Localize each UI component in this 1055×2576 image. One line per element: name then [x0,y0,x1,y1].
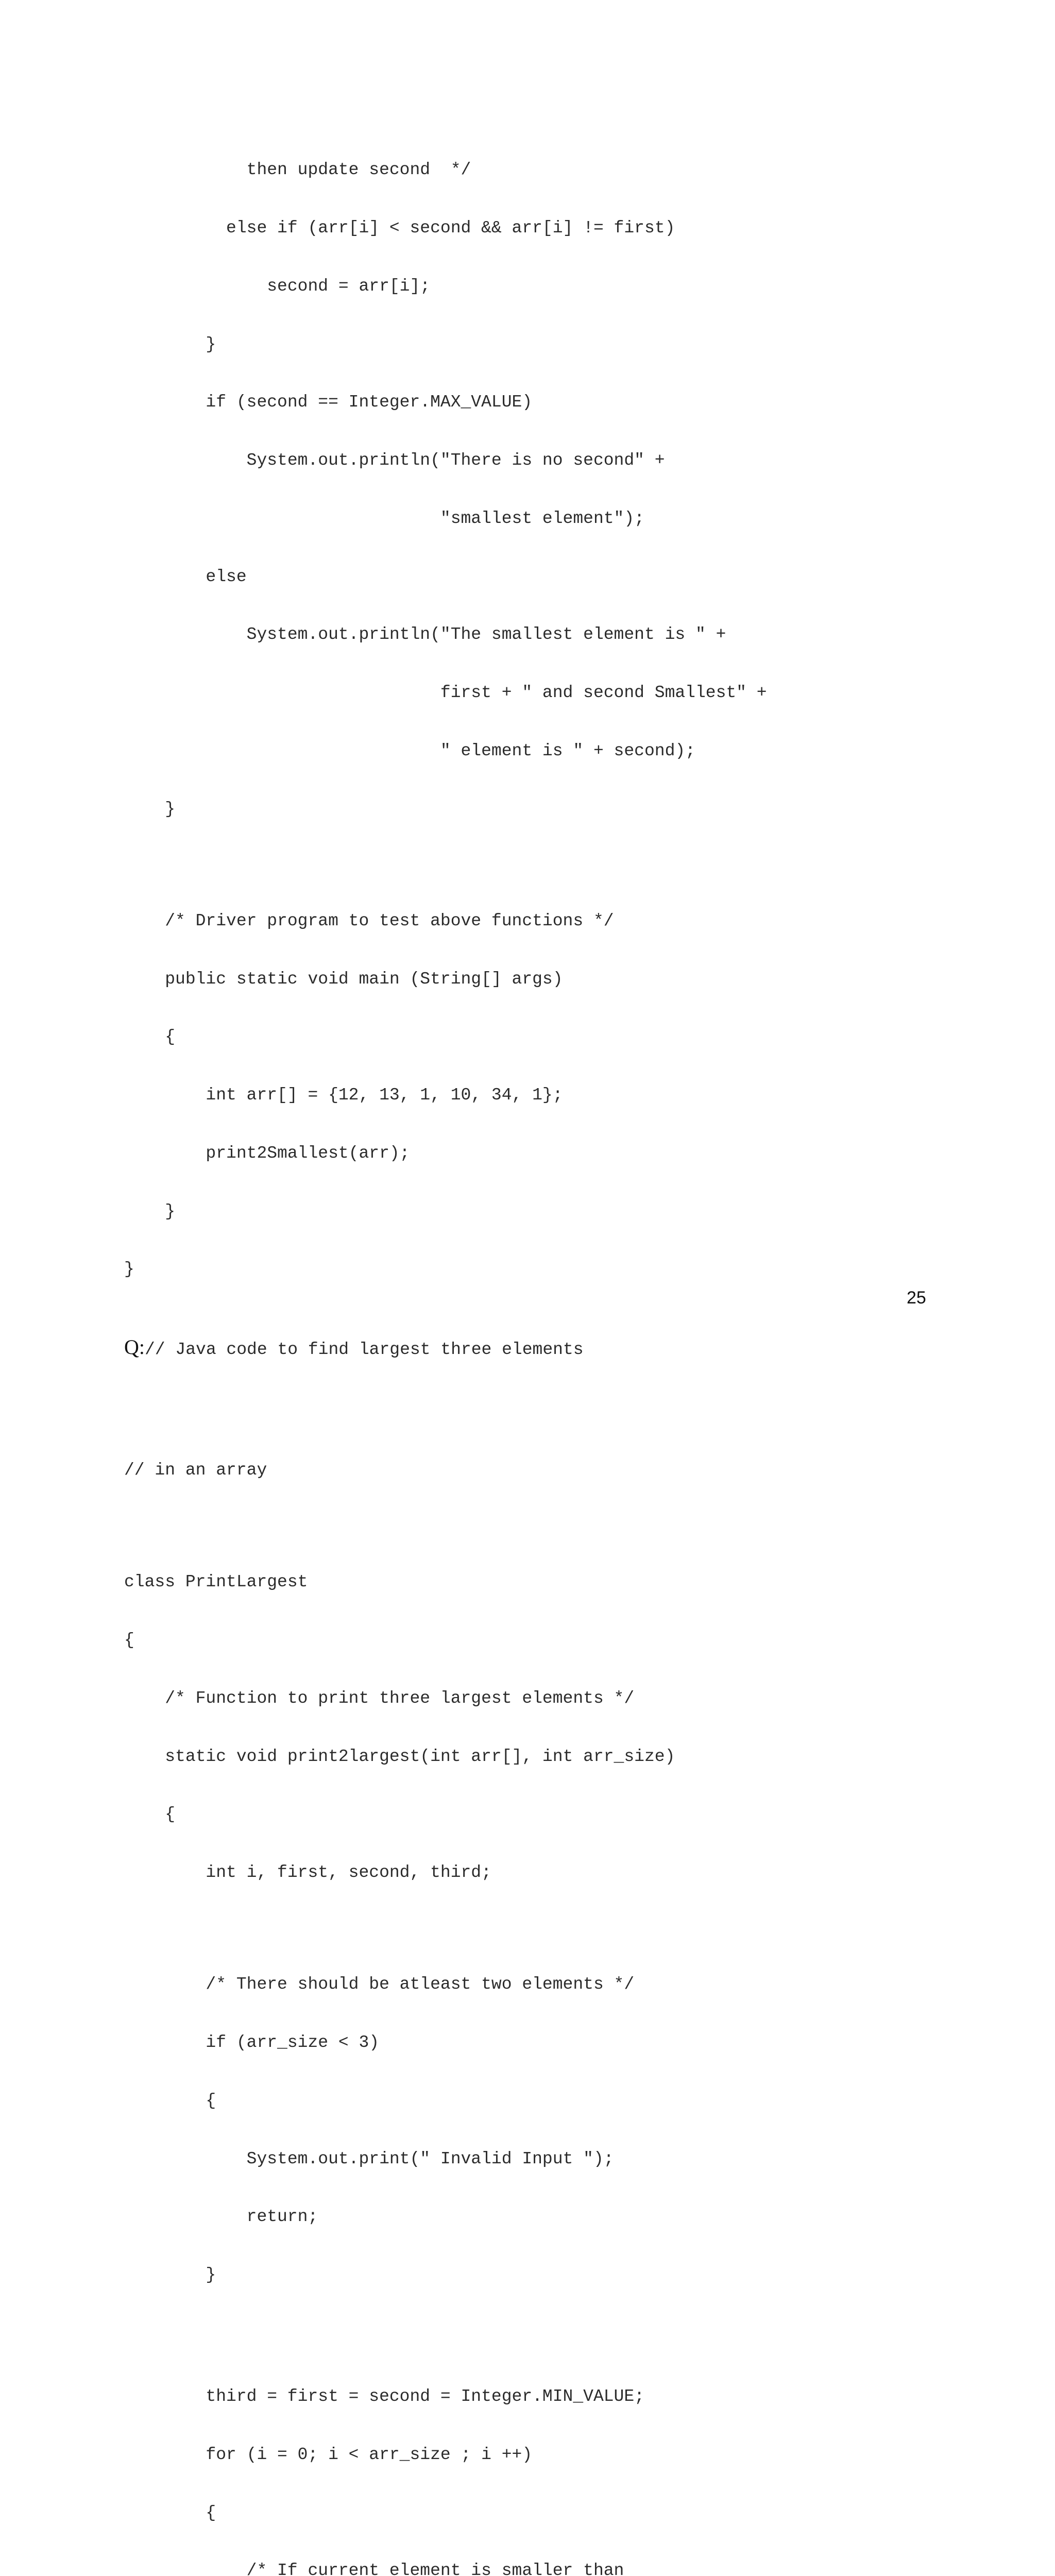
code-line: int i, first, second, third; [124,1863,491,1883]
code-listing [124,122,767,2576]
code-line: if (arr_size < 3) [124,2033,380,2052]
code-line: static void print2largest(int arr[], int arr_size) [124,1747,675,1766]
question-comment: // Java code to find largest three elements [145,1340,584,1359]
code-line: } [124,2265,216,2285]
blank-line [124,2324,767,2348]
code-line: System.out.println("There is no second" + [124,451,665,470]
code-line: { [124,1805,176,1824]
code-line: second = arr[i]; [124,276,431,296]
code-line: " element is " + second); [124,741,695,760]
code-line: return; [124,2207,318,2227]
code-line: public static void main (String[] args) [124,969,563,989]
code-line: { [124,2503,216,2522]
code-line: for (i = 0; i < arr_size ; i ++) [124,2445,533,2464]
code-line: } [124,334,216,354]
code-line: } [124,1201,176,1221]
code-line: /* There should be atleast two elements */ [124,1975,635,1994]
blank-line [124,1519,767,1534]
code-line: /* Driver program to test above functions */ [124,911,614,930]
code-line: { [124,1631,134,1650]
spacer [124,1396,767,1403]
page-number: 25 [907,1288,926,1308]
code-line: if (second == Integer.MAX_VALUE) [124,393,533,412]
code-line: then update second */ [124,160,471,180]
code-line: /* If current element is smaller than [124,2561,624,2576]
code-line: print2Smallest(arr); [124,1143,410,1163]
code-line: } [124,1260,134,1279]
code-line: } [124,799,176,819]
code-line: System.out.println("The smallest element is " + [124,625,726,645]
code-line: "smallest element"); [124,509,644,528]
code-line: int arr[] = {12, 13, 1, 10, 34, 1}; [124,1086,563,1105]
code-line: { [124,1027,176,1047]
code-line: { [124,2091,216,2110]
code-line: third = first = second = Integer.MIN_VALUE; [124,2387,644,2406]
blank-line [124,1921,767,1936]
code-line: else if (arr[i] < second && arr[i] != first) [124,218,675,238]
blank-line [124,858,767,873]
code-line: else [124,567,247,586]
code-line: /* Function to print three largest elements */ [124,1688,635,1708]
question-label: Q: [124,1335,145,1359]
code-line: System.out.print(" Invalid Input "); [124,2149,614,2168]
code-line: class PrintLargest [124,1572,308,1592]
question-line [124,1337,767,1357]
code-line: first + " and second Smallest" + [124,683,767,703]
code-line: // in an array [124,1461,267,1480]
